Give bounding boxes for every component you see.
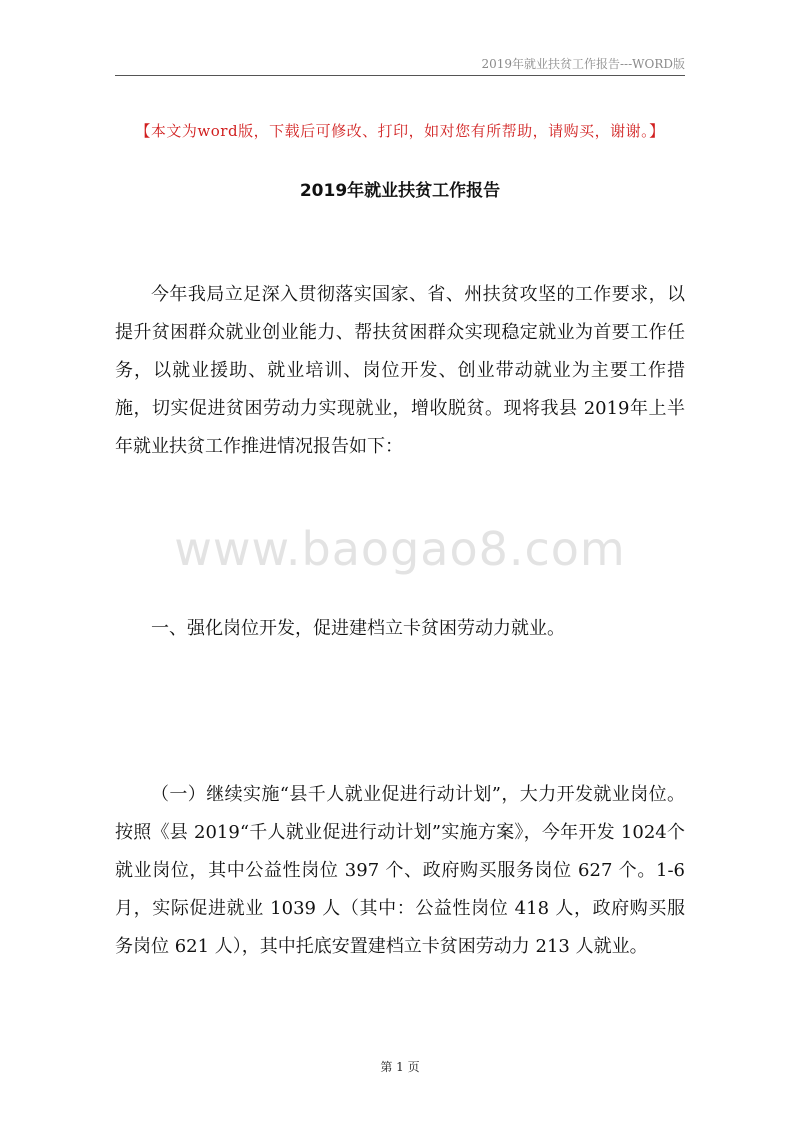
section-heading: 一、强化岗位开发，促进建档立卡贫困劳动力就业。 bbox=[151, 618, 565, 639]
watermark: www.baogao8.com bbox=[174, 522, 626, 576]
purchase-notice: 【本文为word版，下载后可修改、打印，如对您有所帮助，请购买，谢谢。】 bbox=[135, 122, 665, 140]
running-header: 2019年就业扶贫工作报告---WORD版 bbox=[481, 57, 685, 71]
document-title: 2019年就业扶贫工作报告 bbox=[299, 181, 501, 201]
intro-paragraph: 今年我局立足深入贯彻落实国家、省、州扶贫攻坚的工作要求，以提升贫困群众就业创业能力、帮扶贫困群众实现稳定就业为首要工作任务，以就业援助、就业培训、岗位开发、创业带动就业为主要工作措施，切实促进贫困劳动力实现就业，增收脱贫。现将我县 2019年上半年就业扶贫工作推进情况报告如下： bbox=[115, 284, 685, 457]
header-divider bbox=[115, 75, 685, 76]
page-number: 第 1 页 bbox=[380, 1060, 420, 1074]
body-paragraph: （一）继续实施“县千人就业促进行动计划”，大力开发就业岗位。按照《县 2019“千人就业促进行动计划”实施方案》，今年开发 1024个就业岗位，其中公益性岗位 397 个、政府购买服务岗位 627 个。1-6月，实际促进就业 1039 人（其中：公益性岗位 418 人，政府购买服务岗位 621 人），其中托底安置建档立卡贫困劳动力 213 人就业。 bbox=[115, 784, 685, 957]
